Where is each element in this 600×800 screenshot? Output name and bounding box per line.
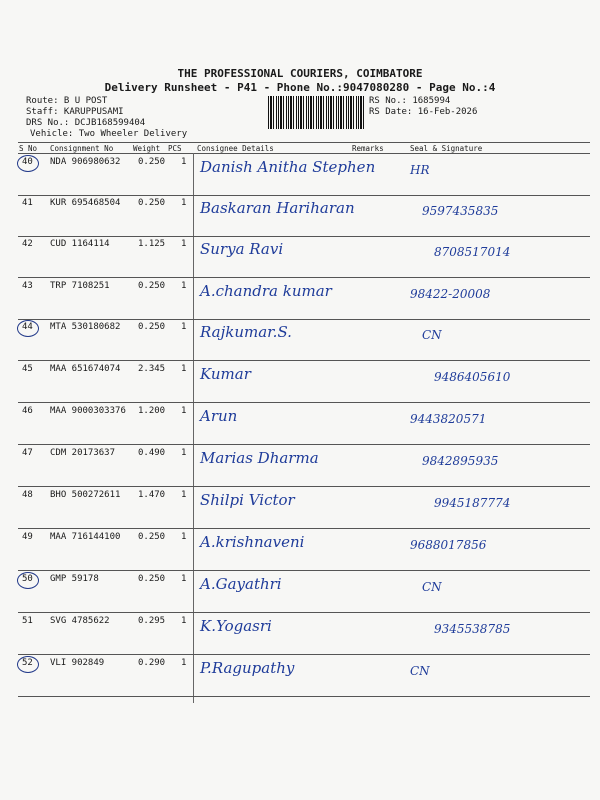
col-consignment: Consignment No bbox=[50, 144, 114, 153]
row-weight: 1.200 bbox=[138, 406, 166, 416]
row-weight: 0.295 bbox=[138, 616, 166, 626]
row-rule bbox=[18, 319, 590, 320]
row-pcs: 1 bbox=[181, 239, 187, 249]
row-consignment: TRP 7108251 bbox=[50, 281, 110, 291]
row-sno: 46 bbox=[22, 406, 33, 416]
row-consignment: GMP 59178 bbox=[50, 574, 99, 584]
row-pcs: 1 bbox=[181, 406, 187, 416]
row-pcs: 1 bbox=[181, 364, 187, 374]
row-consignment: SVG 4785622 bbox=[50, 616, 110, 626]
vehicle-label: Vehicle: Two Wheeler Delivery bbox=[30, 129, 188, 139]
row-consignee: Danish Anitha Stephen bbox=[200, 158, 376, 176]
row-rule bbox=[18, 696, 590, 697]
row-weight: 0.250 bbox=[138, 532, 166, 542]
row-consignee: P.Ragupathy bbox=[200, 659, 295, 677]
col-pcs: PCS bbox=[168, 144, 182, 153]
row-consignee: A.Gayathri bbox=[200, 575, 282, 593]
row-rule bbox=[18, 236, 590, 237]
row-rule bbox=[18, 654, 590, 655]
drs-label: DRS No.: DCJB168599404 bbox=[26, 118, 146, 128]
row-pcs: 1 bbox=[181, 157, 187, 167]
row-weight: 0.490 bbox=[138, 448, 166, 458]
row-consignment: BHO 500272611 bbox=[50, 490, 121, 500]
header-rule-bottom bbox=[18, 153, 590, 154]
row-consignee: Baskaran Hariharan bbox=[200, 199, 355, 217]
row-consignee: Surya Ravi bbox=[200, 240, 284, 258]
row-sno: 42 bbox=[22, 239, 33, 249]
row-sno: 41 bbox=[22, 198, 33, 208]
runsheet-title: Delivery Runsheet - P41 - Phone No.:9047080280 - Page No.:4 bbox=[104, 81, 496, 94]
row-signature: 9486405610 bbox=[434, 370, 511, 384]
row-consignee: Rajkumar.S. bbox=[200, 323, 292, 341]
row-sno: 44 bbox=[22, 322, 33, 332]
row-signature: 9688017856 bbox=[410, 538, 487, 552]
row-signature: 9842895935 bbox=[422, 454, 499, 468]
row-consignment: KUR 695468504 bbox=[50, 198, 121, 208]
row-consignee: Kumar bbox=[200, 365, 251, 383]
row-consignee: Shilpi Victor bbox=[200, 491, 295, 509]
row-weight: 0.250 bbox=[138, 322, 166, 332]
row-sno: 43 bbox=[22, 281, 33, 291]
row-rule bbox=[18, 570, 590, 571]
row-pcs: 1 bbox=[181, 490, 187, 500]
col-seal: Seal & Signature bbox=[410, 144, 483, 153]
row-pcs: 1 bbox=[181, 322, 187, 332]
row-weight: 0.250 bbox=[138, 198, 166, 208]
row-weight: 1.470 bbox=[138, 490, 166, 500]
row-signature: HR bbox=[410, 163, 430, 177]
row-rule bbox=[18, 612, 590, 613]
row-consignment: CUD 1164114 bbox=[50, 239, 110, 249]
row-weight: 0.250 bbox=[138, 281, 166, 291]
col-weight: Weight bbox=[133, 144, 161, 153]
row-consignment: MAA 651674074 bbox=[50, 364, 121, 374]
row-rule bbox=[18, 402, 590, 403]
row-consignment: CDM 20173637 bbox=[50, 448, 116, 458]
row-signature: 9443820571 bbox=[410, 412, 487, 426]
row-sno: 49 bbox=[22, 532, 33, 542]
row-consignment: VLI 902849 bbox=[50, 658, 105, 668]
row-consignee: Marias Dharma bbox=[200, 449, 319, 467]
col-consignee: Consignee Details bbox=[197, 144, 274, 153]
row-signature: CN bbox=[422, 580, 442, 594]
rs-date: RS Date: 16-Feb-2026 bbox=[369, 107, 478, 117]
barcode bbox=[268, 96, 366, 129]
row-signature: 9597435835 bbox=[422, 204, 499, 218]
route-label: Route: B U POST bbox=[26, 96, 108, 106]
header-rule-top bbox=[18, 142, 590, 143]
row-sno: 52 bbox=[22, 658, 33, 668]
rs-number: RS No.: 1685994 bbox=[369, 96, 451, 106]
row-signature: 9945187774 bbox=[434, 496, 511, 510]
row-pcs: 1 bbox=[181, 281, 187, 291]
row-signature: CN bbox=[422, 328, 442, 342]
row-pcs: 1 bbox=[181, 198, 187, 208]
row-weight: 0.250 bbox=[138, 157, 166, 167]
row-consignee: Arun bbox=[200, 407, 238, 425]
col-sno: S No bbox=[19, 144, 38, 153]
row-signature: CN bbox=[410, 664, 430, 678]
row-pcs: 1 bbox=[181, 448, 187, 458]
row-sno: 50 bbox=[22, 574, 33, 584]
row-weight: 0.290 bbox=[138, 658, 166, 668]
row-sno: 40 bbox=[22, 157, 33, 167]
row-consignment: MAA 9000303376 bbox=[50, 406, 126, 416]
row-rule bbox=[18, 486, 590, 487]
col-remarks: Remarks bbox=[352, 144, 384, 153]
row-signature: 98422-20008 bbox=[410, 287, 491, 301]
row-rule bbox=[18, 277, 590, 278]
company-title: THE PROFESSIONAL COURIERS, COIMBATORE bbox=[177, 67, 423, 80]
row-sno: 45 bbox=[22, 364, 33, 374]
row-rule bbox=[18, 444, 590, 445]
row-weight: 1.125 bbox=[138, 239, 166, 249]
row-sno: 48 bbox=[22, 490, 33, 500]
row-pcs: 1 bbox=[181, 574, 187, 584]
row-sno: 47 bbox=[22, 448, 33, 458]
row-weight: 2.345 bbox=[138, 364, 166, 374]
row-rule bbox=[18, 360, 590, 361]
row-consignment: NDA 906980632 bbox=[50, 157, 121, 167]
row-rule bbox=[18, 528, 590, 529]
row-consignee: A.chandra kumar bbox=[200, 282, 332, 300]
row-sno: 51 bbox=[22, 616, 33, 626]
row-pcs: 1 bbox=[181, 532, 187, 542]
row-consignee: A.krishnaveni bbox=[200, 533, 305, 551]
row-consignment: MAA 716144100 bbox=[50, 532, 121, 542]
row-rule bbox=[18, 195, 590, 196]
staff-label: Staff: KARUPPUSAMI bbox=[26, 107, 124, 117]
row-signature: 8708517014 bbox=[434, 245, 511, 259]
row-weight: 0.250 bbox=[138, 574, 166, 584]
row-signature: 9345538785 bbox=[434, 622, 511, 636]
row-consignment: MTA 530180682 bbox=[50, 322, 121, 332]
row-consignee: K.Yogasri bbox=[200, 617, 272, 635]
row-pcs: 1 bbox=[181, 616, 187, 626]
row-pcs: 1 bbox=[181, 658, 187, 668]
